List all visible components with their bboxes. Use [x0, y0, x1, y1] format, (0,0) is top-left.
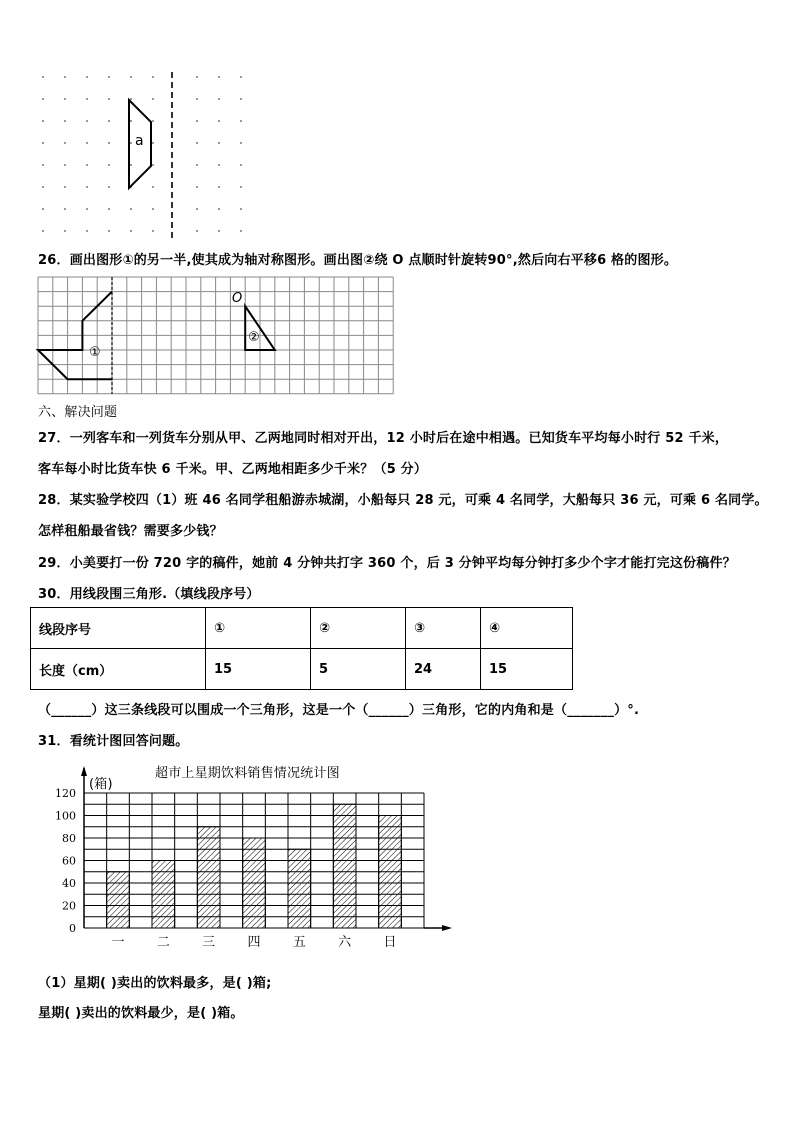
- question-28-line2: 怎样租船最省钱？需要多少钱？: [38, 524, 223, 539]
- table-cell: 5: [311, 649, 406, 690]
- segment-table: [30, 607, 573, 690]
- chart-y-unit: (箱): [89, 777, 113, 792]
- question-26: 26．画出图形①的另一半,使其成为轴对称图形。画出图②绕 O 点顺时针旋转90°,然后向右平移6 格的图形。: [38, 253, 678, 268]
- grid-dot: [108, 208, 110, 210]
- grid-dot: [42, 142, 44, 144]
- y-tick-label: 120: [55, 787, 76, 800]
- grid-dot: [152, 76, 154, 78]
- grid-dot: [152, 164, 154, 166]
- question-29: 29．小美要打一份 720 字的稿件，她前 4 分钟共打字 360 个，后 3 分钟平均每分钟打多少个字才能打完这份稿件？: [38, 556, 736, 571]
- bar: [379, 816, 402, 929]
- question-31-sub2: 星期( )卖出的饮料最少，是( )箱。: [38, 1006, 244, 1021]
- grid-dot: [196, 120, 198, 122]
- table-cell: 长度（cm）: [31, 649, 206, 690]
- y-axis-arrow: [81, 766, 87, 776]
- grid-dot: [240, 76, 242, 78]
- grid-dot: [218, 98, 220, 100]
- grid-dot: [152, 142, 154, 144]
- grid-dot: [42, 230, 44, 232]
- question-31: 31．看统计图回答问题。: [38, 734, 189, 749]
- dot-grid-figure: [35, 72, 275, 242]
- grid-dot: [86, 142, 88, 144]
- question-30-blanks: （______）这三条线段可以围成一个三角形，这是一个（______）三角形，它的内角和是（_______）°.: [38, 703, 640, 718]
- grid-dot: [152, 186, 154, 188]
- grid-dot: [86, 120, 88, 122]
- grid-dot: [130, 142, 132, 144]
- bar: [152, 861, 175, 929]
- grid-dot: [64, 142, 66, 144]
- grid-dot: [108, 98, 110, 100]
- point-o-label: O: [232, 291, 243, 306]
- grid-dot: [218, 164, 220, 166]
- grid-dot: [86, 230, 88, 232]
- grid-dot: [196, 208, 198, 210]
- grid-dot: [130, 208, 132, 210]
- bar-chart: [0, 760, 794, 960]
- grid-dot: [152, 98, 154, 100]
- grid-dot: [240, 186, 242, 188]
- y-tick-label: 60: [62, 854, 76, 868]
- x-tick-label: 四: [247, 935, 261, 950]
- chart-title: 超市上星期饮料销售情况统计图: [155, 766, 340, 781]
- question-30: 30．用线段围三角形.（填线段序号）: [38, 587, 260, 602]
- table-cell: 15: [206, 649, 311, 690]
- square-grid-figure: [38, 277, 398, 397]
- grid-dot: [64, 98, 66, 100]
- grid-dot: [86, 98, 88, 100]
- grid-dot: [240, 230, 242, 232]
- x-tick-label: 六: [338, 935, 352, 950]
- grid-dot: [108, 186, 110, 188]
- grid-dot: [64, 186, 66, 188]
- shape-2-label: ②: [248, 330, 260, 345]
- question-31-sub1: （1）星期( )卖出的饮料最多，是( )箱;: [38, 976, 272, 991]
- grid-dot: [108, 76, 110, 78]
- x-axis-arrow: [442, 925, 452, 931]
- grid-dot: [108, 230, 110, 232]
- grid-dot: [42, 120, 44, 122]
- grid-dot: [86, 164, 88, 166]
- question-27-line2: 客车每小时比货车快 6 千米。甲、乙两地相距多少千米？（5 分）: [38, 462, 428, 477]
- grid-dot: [218, 76, 220, 78]
- shape-1-label: ①: [89, 345, 101, 360]
- grid-dot: [64, 120, 66, 122]
- y-tick-label: 0: [69, 922, 76, 935]
- y-tick-label: 40: [62, 877, 76, 890]
- x-tick-label: 二: [156, 935, 170, 950]
- grid-dot: [196, 186, 198, 188]
- y-tick-label: 80: [62, 832, 76, 845]
- grid-dot: [196, 164, 198, 166]
- section-heading: 六、解决问题: [38, 405, 118, 420]
- grid-dot: [196, 230, 198, 232]
- grid-dot: [42, 208, 44, 210]
- grid-dot: [42, 186, 44, 188]
- bar: [197, 827, 220, 928]
- y-tick-label: 100: [55, 809, 76, 823]
- bar: [243, 838, 266, 928]
- grid-dot: [240, 142, 242, 144]
- bar: [288, 849, 311, 928]
- grid-dot: [64, 230, 66, 232]
- bar: [333, 804, 356, 928]
- grid-dot: [218, 208, 220, 210]
- table-cell: 24: [406, 649, 481, 690]
- grid-dot: [152, 208, 154, 210]
- grid-dot: [130, 230, 132, 232]
- x-tick-label: 日: [383, 935, 397, 950]
- grid-dot: [218, 142, 220, 144]
- question-27-line1: 27．一列客车和一列货车分别从甲、乙两地同时相对开出，12 小时后在途中相遇。已知货车平均每小时行 52 千米，: [38, 431, 729, 446]
- grid-dot: [42, 98, 44, 100]
- grid-dot: [42, 164, 44, 166]
- grid-dot: [152, 230, 154, 232]
- x-tick-label: 三: [202, 935, 216, 950]
- x-tick-label: 五: [292, 935, 306, 950]
- grid-dot: [64, 164, 66, 166]
- grid-dot: [240, 120, 242, 122]
- header-cell: ①: [206, 608, 311, 649]
- grid-dot: [108, 164, 110, 166]
- grid-dot: [64, 208, 66, 210]
- bar: [107, 872, 130, 928]
- grid-dot: [130, 76, 132, 78]
- grid-dot: [240, 164, 242, 166]
- grid-dot: [130, 120, 132, 122]
- grid-dot: [196, 76, 198, 78]
- grid-dot: [218, 120, 220, 122]
- grid-dot: [240, 208, 242, 210]
- grid-dot: [196, 142, 198, 144]
- grid-dot: [152, 120, 154, 122]
- grid-dot: [108, 142, 110, 144]
- header-cell: ②: [311, 608, 406, 649]
- grid-dot: [64, 76, 66, 78]
- header-cell: 线段序号: [31, 608, 206, 649]
- grid-dot: [218, 230, 220, 232]
- grid-dot: [130, 164, 132, 166]
- header-cell: ③: [406, 608, 481, 649]
- grid-dot: [86, 208, 88, 210]
- grid-dot: [86, 186, 88, 188]
- grid-dot: [240, 98, 242, 100]
- grid-dot: [196, 98, 198, 100]
- grid-dot: [218, 186, 220, 188]
- grid-dot: [130, 98, 132, 100]
- y-tick-label: 20: [62, 899, 76, 913]
- grid-dot: [42, 76, 44, 78]
- shape-a-label: a: [135, 133, 144, 149]
- grid-dot: [86, 76, 88, 78]
- x-tick-label: 一: [111, 935, 125, 950]
- question-28-line1: 28．某实验学校四（1）班 46 名同学租船游赤城湖，小船每只 28 元，可乘 4 名同学，大船每只 36 元，可乘 6 名同学。: [38, 493, 768, 508]
- table-cell: 15: [481, 649, 573, 690]
- header-cell: ④: [481, 608, 573, 649]
- grid-dot: [108, 120, 110, 122]
